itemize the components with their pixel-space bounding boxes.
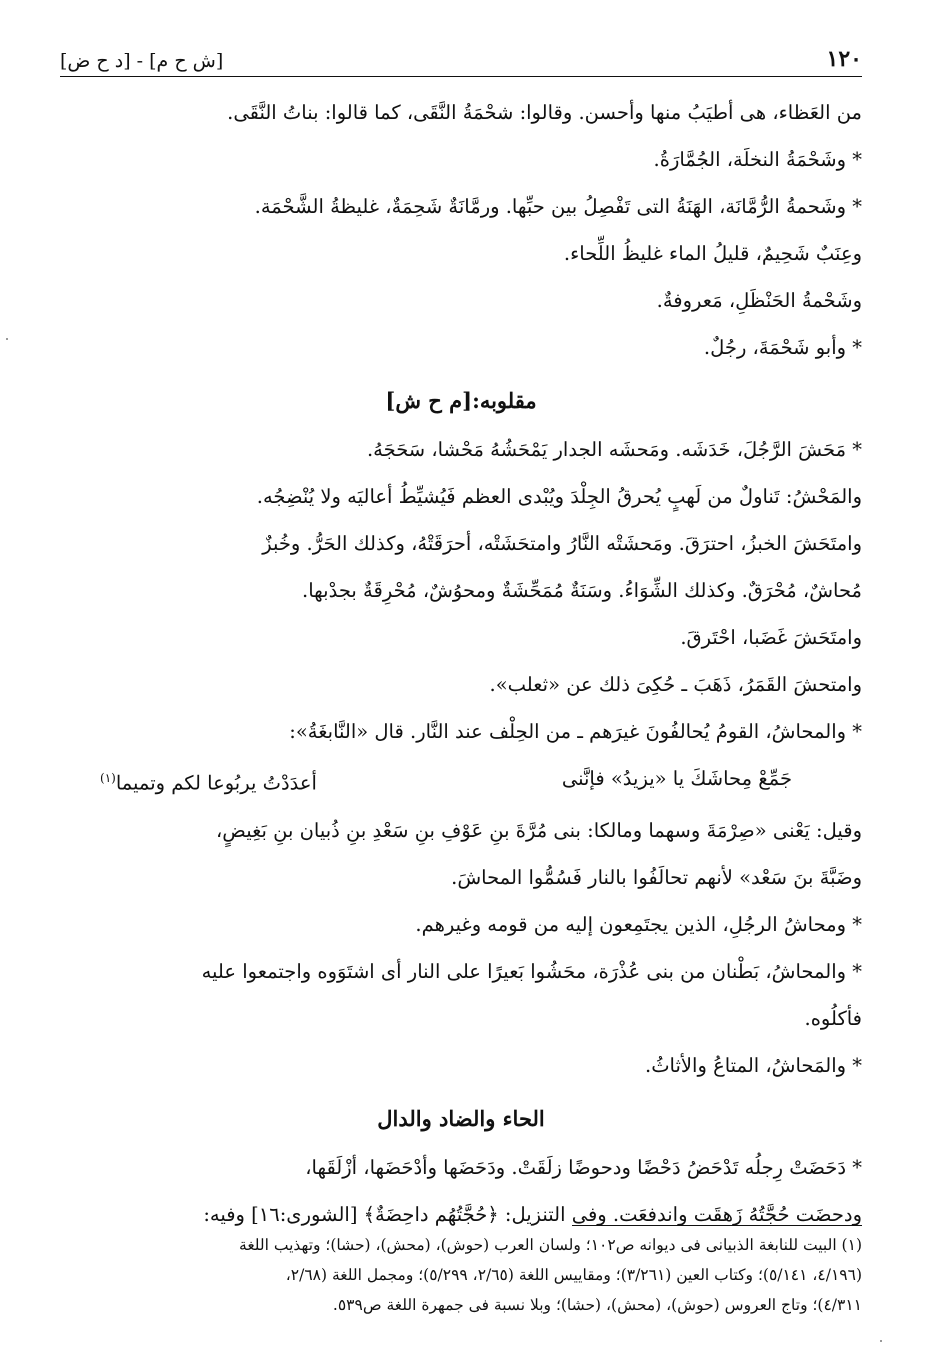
section-heading: الحاء والضاد والدال	[377, 1105, 545, 1131]
verse-second-hemistich-wrap	[100, 755, 317, 807]
body-line: من العَظاء، هى أطيَبُ منها وأحسن. وقالوا: شحْمَةُ النَّقَى، كما قالوا: بناتُ النَّقَى.	[227, 101, 862, 124]
body-line: * وشَحْمَةُ النخلَة، الجُمَّارَةُ.	[653, 148, 862, 171]
body-line: وعِنَبٌ شَحِيمٌ، قليلُ الماء غليظُ اللِّحاء.	[563, 242, 862, 265]
body-line: * وأبو شَحْمَةَ، رجُلٌ.	[703, 336, 862, 359]
body-line: وامتَحَشَ غَضَبا، احْتَرقَ.	[680, 626, 862, 649]
footnote-ref: (١)	[100, 771, 116, 785]
body-line: * والمحاشُ، القومُ يُحالفُونَ غيرَهم ـ من الحِلْف عند النَّار. قال «النَّابغَةُ»:	[289, 720, 862, 743]
body-line: فأكلُوه.	[804, 1006, 862, 1030]
body-line: * مَحَشَ الرَّجُلَ، خَدَشَه. ومَحشَه الجدار يَمْحَشُهُ مَحْشا، سَحَجَهُ.	[366, 438, 862, 461]
body-line: مُحاشٌ، مُحْرَقٌ. وكذلك الشِّوَاءُ. وسَنَةٌ مُمَحِّشَةٌ ومحوُشٌ، مُحْرِقَةٌ بجدْبها.	[302, 579, 862, 602]
verse-first-hemistich: جَمِّعْ مِحاشَكَ يا «يزيدُ» فإنَّنى	[561, 767, 792, 790]
page-body	[60, 89, 862, 1238]
footnote-line: (١) البيت للنابغة الذبيانى فى ديوانه ص١٠٢؛ ولسان العرب (حوش)، (محش)، (حشا)؛ وتهذيب اللغة	[239, 1236, 862, 1254]
body-line: وامتَحَشَ الخبزُ، احترَقَ. ومَحشَتْه النَّارُ وامتحَشَتْه، أحرَقَتْهُ، وكذلك الحَرُّ. وخُبزٌ	[262, 532, 862, 555]
body-line: * ومحاشُ الرجُلِ، الذين يجتَمِعون إليه من قومه وغيرهم.	[415, 912, 862, 936]
verse-second-hemistich: أعدَدْتُ يربُوعا لكم وتميما	[115, 771, 317, 795]
section-heading: مقلوبه:[م ح ش]	[385, 388, 537, 413]
poetry-verse	[60, 755, 862, 807]
page-number: ١٢٠	[826, 46, 862, 72]
footnote-line: (٤/١٩٦، ٥/١٤١)؛ وكتاب العين (٣/٢٦١)؛ ومقاييس اللغة (٢/٦٥، ٥/٢٩٩)؛ ومجمل اللغة (٢/٦٨،	[285, 1266, 862, 1284]
body-line: ودحضَت حُجَّتُهُ زَهقَت واندفعَت. وفى التنزيل: ﴿حُجَّتُهُم داحِضَةٌ﴾ [الشورى:١٦] وفيه:	[203, 1202, 862, 1226]
body-line: والمَحْشُ: تَناولٌ من لَهبٍ يُحرقُ الجِلْدَ ويُبْدى العظم فَيُشيِّطُ أعاليَه ولا يُنْضِجُه.	[256, 485, 862, 508]
body-line: * والمَحاشُ، المتاعُ والأثاثُ.	[645, 1053, 862, 1077]
footnote-divider	[572, 1225, 862, 1226]
body-line: وشَحْمةُ الحَنْظَلِ، مَعروفةٌ.	[656, 289, 862, 312]
footnotes	[60, 1225, 862, 1320]
body-line: وامتحشَ القَمَرُ، ذَهَبَ ـ حُكِىَ ذلك عن «ثعلب».	[489, 673, 862, 696]
root-label: [ش ح م] - [د ح ض]	[60, 50, 224, 72]
body-line: وضَبَّةَ بنَ سَعْد» لأنهم تحالَفُوا بالنار فَسُمُّوا المحاشَ.	[451, 865, 862, 889]
body-line: وقيل: يَعْنى «صِرْمَةَ وسهما ومالكا: بنى مُرَّةَ بنِ عَوْفِ بنِ سَعْدِ بنِ ذُبيان بنِ بَغِيضٍ،	[216, 818, 862, 842]
book-page	[60, 38, 862, 1346]
body-line: * وشَحمةُ الرُّمَّانَة، الهَنَةُ التى تَفْصِلُ بين حبِّها. ورمَّانَةٌ شَحِمَةٌ، غليظةُ الشَّحْمَة.	[254, 195, 862, 218]
scan-speck	[6, 338, 8, 340]
scan-speck	[880, 1340, 882, 1342]
footnote-line: ٤/٣١١)؛ وتاج العروس (حوش)، (محش)، (حشا)؛ وبلا نسبة فى جمهرة اللغة ص٥٣٩.	[332, 1296, 862, 1314]
body-line: * دَحَضَتْ رِجلُه تَدْحَضُ دَحْضًا ودحوضًا زلَقَتْ. ودَحَضَها وأدْحَضَها، أزْلَقَها،	[305, 1155, 862, 1179]
body-line: * والمحاشُ، بَطْنان من بنى عُذْرَة، محَشُوا بَعيرًا على النار أى اشتَوَوه واجتمعوا عليه	[201, 959, 862, 983]
page-header	[60, 38, 862, 77]
